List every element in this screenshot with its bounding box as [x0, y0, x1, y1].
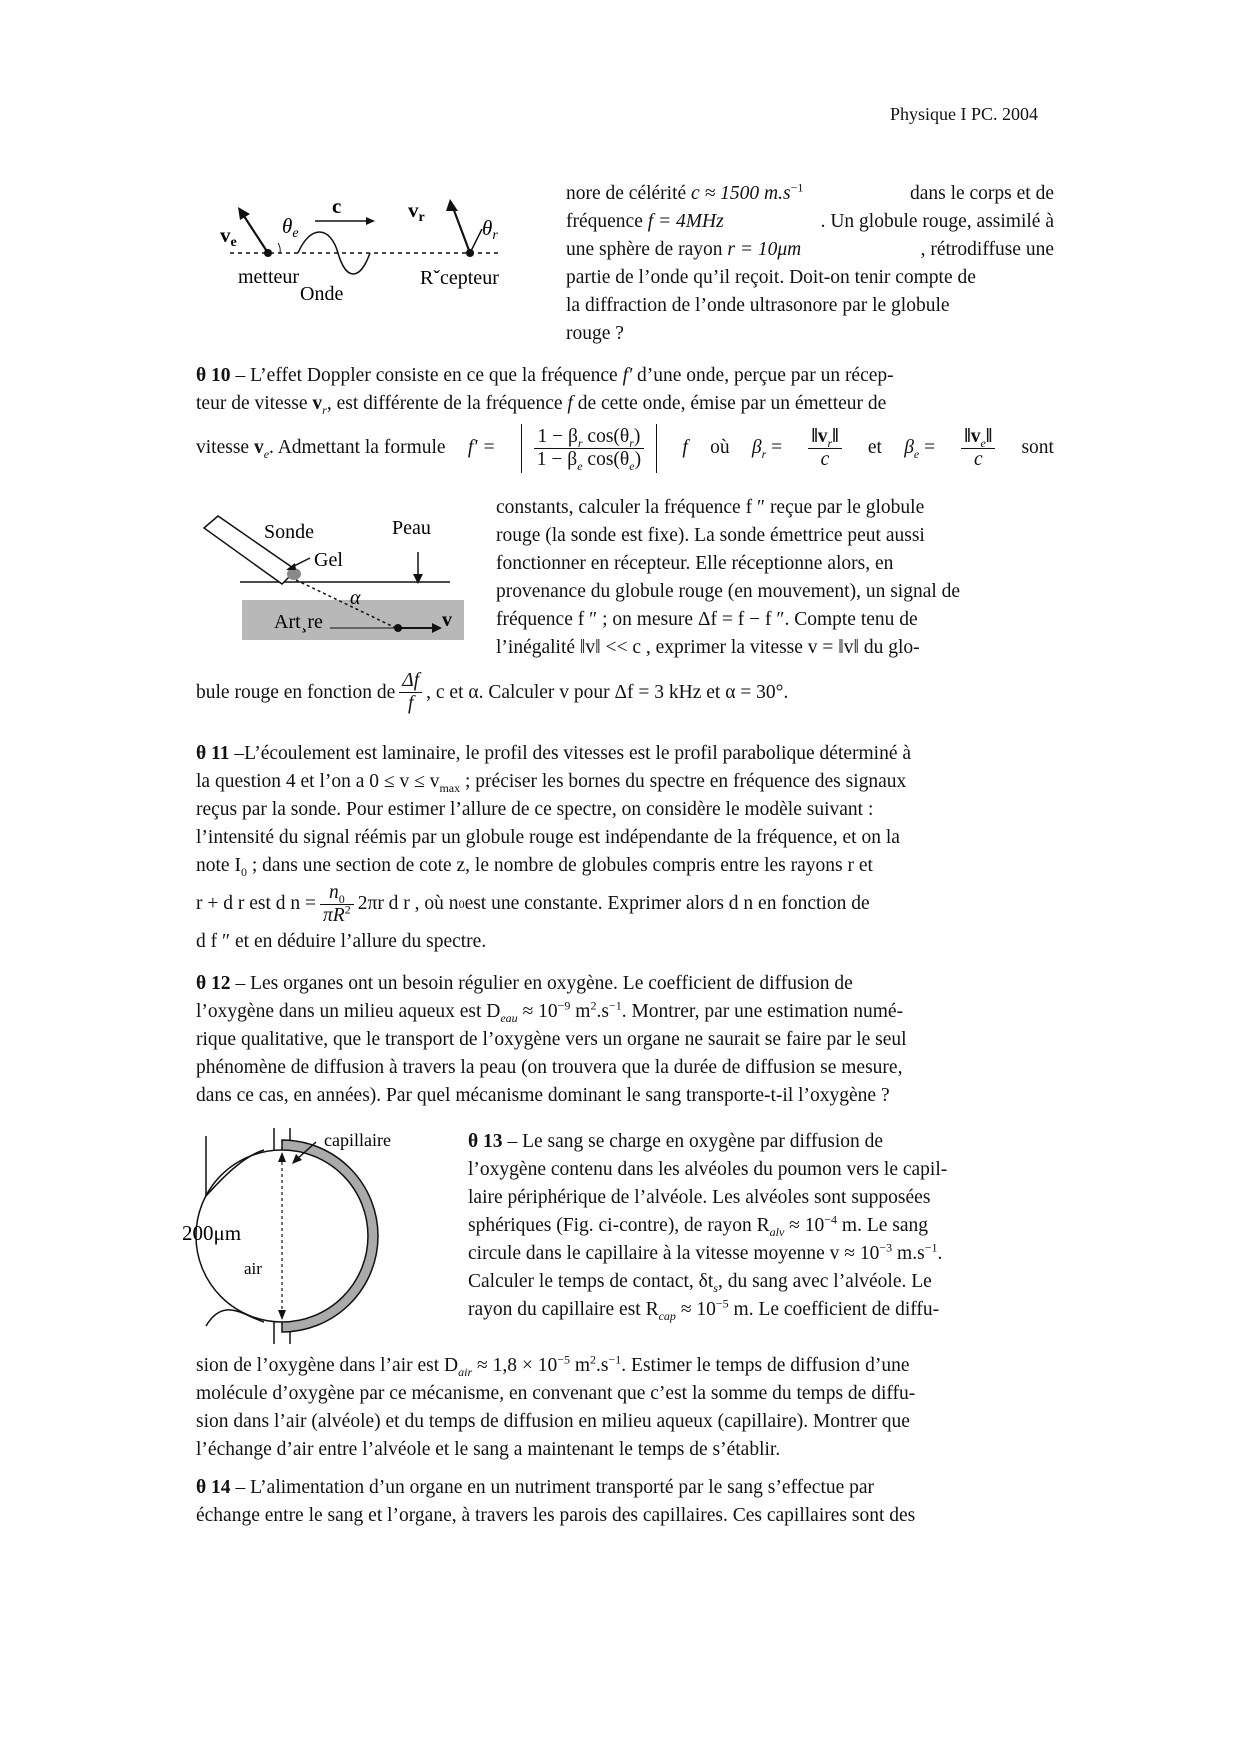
alpha-label: α — [350, 587, 361, 609]
question-14: θ 14 – L’alimentation d’un organe en un nutriment transporté par le sang s’effectue par échange entre le sang et l’organe, à travers les parois des capillaires. Ces capillaires sont des — [196, 1477, 916, 1526]
theta-e-label: θe — [282, 214, 299, 241]
diameter-label: 200μm — [182, 1221, 242, 1245]
vr-arrow — [452, 205, 470, 253]
c-label: c — [332, 194, 342, 218]
capillary-label: capillaire — [324, 1130, 391, 1150]
q9-tail-paragraph: nore de célérité c ≈ 1500 $m.s^{-1}$ dans le corps et de fréquence f = 4MHz . Un globule rouge, assimilé à une sphère de rayon r = 10μm , rétrodiffuse une partie de l’onde qu’il reçoit. Doit-on tenir compte de la diffraction de l’onde ultrasonore par le globule rouge ? — [566, 180, 1054, 344]
ve-label: ve — [220, 223, 237, 250]
doppler-figure — [220, 195, 540, 345]
question-10-wrap: constants, calculer la fréquence f ″ reçue par le globule rouge (la sonde est fixe). La sonde émettrice peut aussi fonctionner en récepteur. Elle réceptionne alors, en provenance du globule rouge (en mouvement), un signal de fréquence f ″ ; on mesure Δf = f − f ″. Compte tenu de l’inégalité ‖v‖ << c , exprimer la vitesse v = ‖v‖ du glo- — [496, 497, 961, 658]
question-10-last: bule rouge en fonction de $\frac{\Delta f}{f}$ , c et α. Calculer v pour Δf = 3 kHz et α = 30°. — [196, 670, 789, 714]
v-label: v — [442, 609, 452, 631]
capillary-wall — [282, 1140, 378, 1332]
page-header: Physique I PC. 2004 — [889, 104, 1038, 124]
question-13-wide: sion de l’oxygène dans l’air est $D_{air} \approx 1,8 \times 10^{-5}$ $m^2.s^{-1}$. Estimer le temps de diffusion d’une molécule d’oxygène par ce mécanisme, en convenant que c’est la somme du temps de diffu- sion dans l’air (alvéole) et du temps de diffusion en milieu aqueux (capillaire). Montrer que l’échange d’air entre l’alvéole et le sang a maintenant le temps de s’établir. — [196, 1352, 916, 1460]
probe-figure — [200, 508, 470, 648]
air-label: air — [244, 1259, 262, 1278]
probe-label: Sonde — [264, 521, 314, 543]
skin-label: Peau — [392, 517, 431, 539]
theta-e-arc — [278, 243, 280, 253]
alveolus-figure — [182, 1126, 464, 1346]
question-10: θ 10 – L’effet Doppler consiste en ce que la fréquence f' d’une onde, perçue par un récep- teur de vitesse $v_r$, est différente de la fréquence f de cette onde, émise par un émetteur de vitesse $v_e$. Admettant la formule f' = $\frac{1 - \beta_r \cos(\theta_r)}{1 - \beta_e \cos(\theta_e)}$ f où $\beta_r$ = $\frac{‖v_r‖}{c}$ et $\beta_e$ = $\frac{‖v_e‖}{c}$ sont — [196, 362, 1054, 478]
gel-label: Gel — [314, 549, 343, 571]
wave-label: Onde — [300, 283, 344, 305]
question-11: θ 11 –L’écoulement est laminaire, le profil des vitesses est le profil parabolique déterminé à la question 4 et l’on a $0 \le v \le v_{max}$ ; préciser les bornes du spectre en fréquence des signaux reçus par la sonde. Pour estimer l’allure de ce spectre, on considère le modèle suivant : l’intensité du signal réémis par un globule rouge est indépendante de la fréquence, et on la note $I_0$ ; dans une section de cote z, le nombre de globules compris entre les rayons r et r + d r est d n = $\frac{n_0}{\pi R^2}$ 2πr d r , où n 0 est une constante. Exprimer alors d n en fonction de d f ″ et en déduire l’allure du spectre. — [196, 743, 912, 952]
question-12: θ 12 – Les organes ont un besoin régulier en oxygène. Le coefficient de diffusion de l’oxygène dans un milieu aqueux est $D_{eau} \approx 10^{-9}$ $m^2.s^{-1}$. Montrer, par une estimation numé- rique qualitative, que le transport de l’oxygène vers un organe ne saurait se faire par le seul phénomène de diffusion à travers la peau (on trouvera que la durée de diffusion se mesure, dans ce cas, en années). Par quel mécanisme dominant le sang transporte-t-il l’oxygène ? — [196, 973, 907, 1106]
doppler-formula-line: vitesse $v_e$. Admettant la formule f' = $\frac{1 - \beta_r \cos(\theta_r)}{1 - \beta_e \cos(\theta_e)}$ f où $\beta_r$ = $\frac{‖v_r‖}{c}$ et $\beta_e$ = $\frac{‖v_e‖}{c}$ sont — [196, 425, 1054, 473]
theta-r-label: θr — [482, 216, 498, 243]
receiver-label: Rˇcepteur — [420, 267, 499, 289]
question-13: θ 13 – Le sang se charge en oxygène par diffusion de l’oxygène contenu dans les alvéoles du poumon vers le capil- laire périphérique de l’alvéole. Les alvéoles sont supposées sphériques (Fig. ci-contre), de rayon $R_{alv} \approx 10^{-4}$ m. Le sang circule dans le capillaire à la vitesse moyenne $v \approx 10^{-3}$ $m.s^{-1}$. Calculer le temps de contact, $\delta t_s$, du sang avec l’alvéole. Le rayon du capillaire est $R_{cap} \approx 10^{-5}$ m. Le coefficient de diffu- — [468, 1131, 948, 1323]
ve-arrow — [242, 213, 268, 253]
vr-label: vr — [408, 198, 425, 225]
artery-label: Art¸re — [274, 611, 323, 633]
emitter-label: metteur — [238, 266, 300, 288]
